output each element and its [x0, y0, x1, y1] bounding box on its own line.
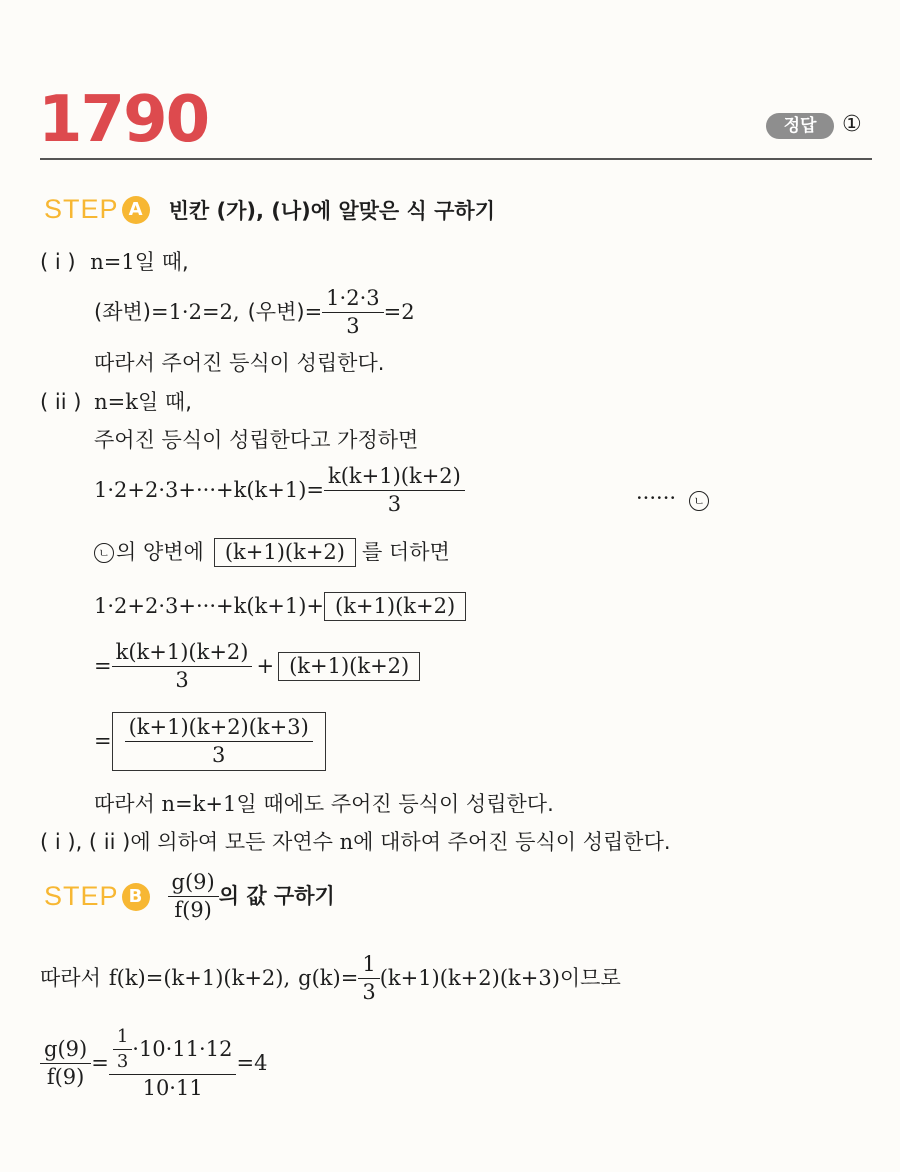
blank-na-box [112, 712, 326, 771]
right-side-fraction: $\frac{1\cdot 2\cdot 3}{3}$ [322, 288, 383, 337]
sum-line-2: = $\frac{k(k+1)(k+2)}{3}$ + (k+1)(k+2) [94, 642, 420, 691]
header-divider [40, 158, 872, 160]
sum-line-2-fraction: $\frac{k(k+1)(k+2)}{3}$ [112, 642, 253, 691]
calc-result: =4 [236, 1051, 268, 1075]
answer-badge: 정답 [766, 113, 834, 139]
g-definition-fraction: $\frac{1}{3}$ [358, 954, 379, 1003]
step-a-header [44, 196, 495, 224]
hypothesis-lhs: 1·2+2·3+···+k(k+1)= [94, 478, 324, 502]
case-ii-conclusion-math: n=k+1 [161, 792, 237, 816]
final-calculation: $\frac{g(9)}{f(9)}$ = $\frac{1}{3}$ ·10·11·12 10·11 =4 [40, 1028, 267, 1099]
case-i-marker: ( i ) [40, 250, 76, 274]
case-i-condition-suffix: 일 때, [134, 250, 189, 274]
add-prefix: 의 양변에 [116, 540, 204, 564]
definition-line: 따라서 f(k)=(k+1)(k+2), g(k)= $\frac{1}{3}$ (k+1)(k+2)(k+3) 이므로 [40, 952, 621, 1004]
step-b-title: 의 값 구하기 [218, 884, 335, 908]
step-b-fraction: $\frac{g(9)}{f(9)}$ [168, 872, 219, 921]
case-ii-condition-suffix: 일 때, [137, 390, 192, 414]
sum-line-1-lhs: 1·2+2·3+···+k(k+1)+ [94, 594, 324, 618]
sum-line-1 [94, 592, 466, 621]
case-i-equation: (좌변) =1·2=2, (우변) = $\frac{1\cdot 2\cdot 3}{3}$ =2 [94, 286, 415, 338]
g-definition-rhs: (k+1)(k+2)(k+3) [379, 966, 560, 990]
induction-hypothesis [94, 466, 465, 515]
calc-inner-fraction: $\frac{1}{3}$ [113, 1028, 132, 1071]
sum-line-3: = $\frac{(k+1)(k+2)(k+3)}{3}$ [94, 712, 326, 771]
case-i-line [40, 252, 189, 273]
answer-value: ① [842, 112, 862, 137]
case-ii-assumption: 주어진 등식이 성립한다고 가정하면 [94, 428, 419, 452]
add-suffix: 를 더하면 [361, 540, 450, 564]
case-ii-conclusion: 따라서 n=k+1일 때에도 주어진 등식이 성립한다. [94, 792, 554, 816]
summary-math: n [339, 830, 354, 854]
step-a-label: STEP [44, 194, 119, 224]
induction-summary: ( i ), ( ii )에 의하여 모든 자연수 n에 대하여 주어진 등식이 성립한다. [40, 830, 671, 854]
tag-reference: ㄴ [94, 543, 114, 563]
case-ii-condition: n=k [94, 390, 138, 414]
g-definition-lhs: g(k)= [298, 966, 359, 990]
step-b-letter: B [122, 883, 150, 911]
step-a-title: 빈칸 (가), (나)에 알맞은 식 구하기 [168, 199, 495, 223]
left-side-expression: =1·2=2, [150, 300, 240, 324]
sum-line-1-box: (k+1)(k+2) [324, 592, 466, 621]
equation-tag: ······ ㄴ [636, 488, 709, 511]
add-both-sides-line [94, 538, 450, 567]
right-side-label: (우변) [247, 300, 305, 324]
calc-main-fraction: $\frac{1}{3}$ ·10·11·12 10·11 [109, 1028, 237, 1099]
tag-circle: ㄴ [689, 491, 709, 511]
sum-line-2-box: (k+1)(k+2) [278, 652, 420, 681]
left-side-label: (좌변) [94, 300, 151, 324]
hypothesis-fraction: $\frac{k(k+1)(k+2)}{3}$ [324, 466, 465, 515]
right-side-result: =2 [383, 300, 415, 324]
case-i-condition: n=1 [90, 250, 135, 274]
case-i-conclusion: 따라서 주어진 등식이 성립한다. [94, 351, 385, 375]
sum-line-3-fraction: $\frac{(k+1)(k+2)(k+3)}{3}$ [125, 717, 313, 766]
calc-lhs-fraction: $\frac{g(9)}{f(9)}$ [40, 1039, 91, 1088]
problem-number: 1790 [38, 83, 209, 157]
step-b-label: STEP [44, 881, 119, 911]
step-b-header [44, 872, 335, 921]
blank-ga-box: (k+1)(k+2) [214, 538, 356, 567]
case-ii-line [40, 392, 192, 413]
step-a-letter: A [122, 196, 150, 224]
case-ii-marker: ( ii ) [40, 390, 82, 414]
f-definition: f(k)=(k+1)(k+2), [108, 966, 291, 990]
